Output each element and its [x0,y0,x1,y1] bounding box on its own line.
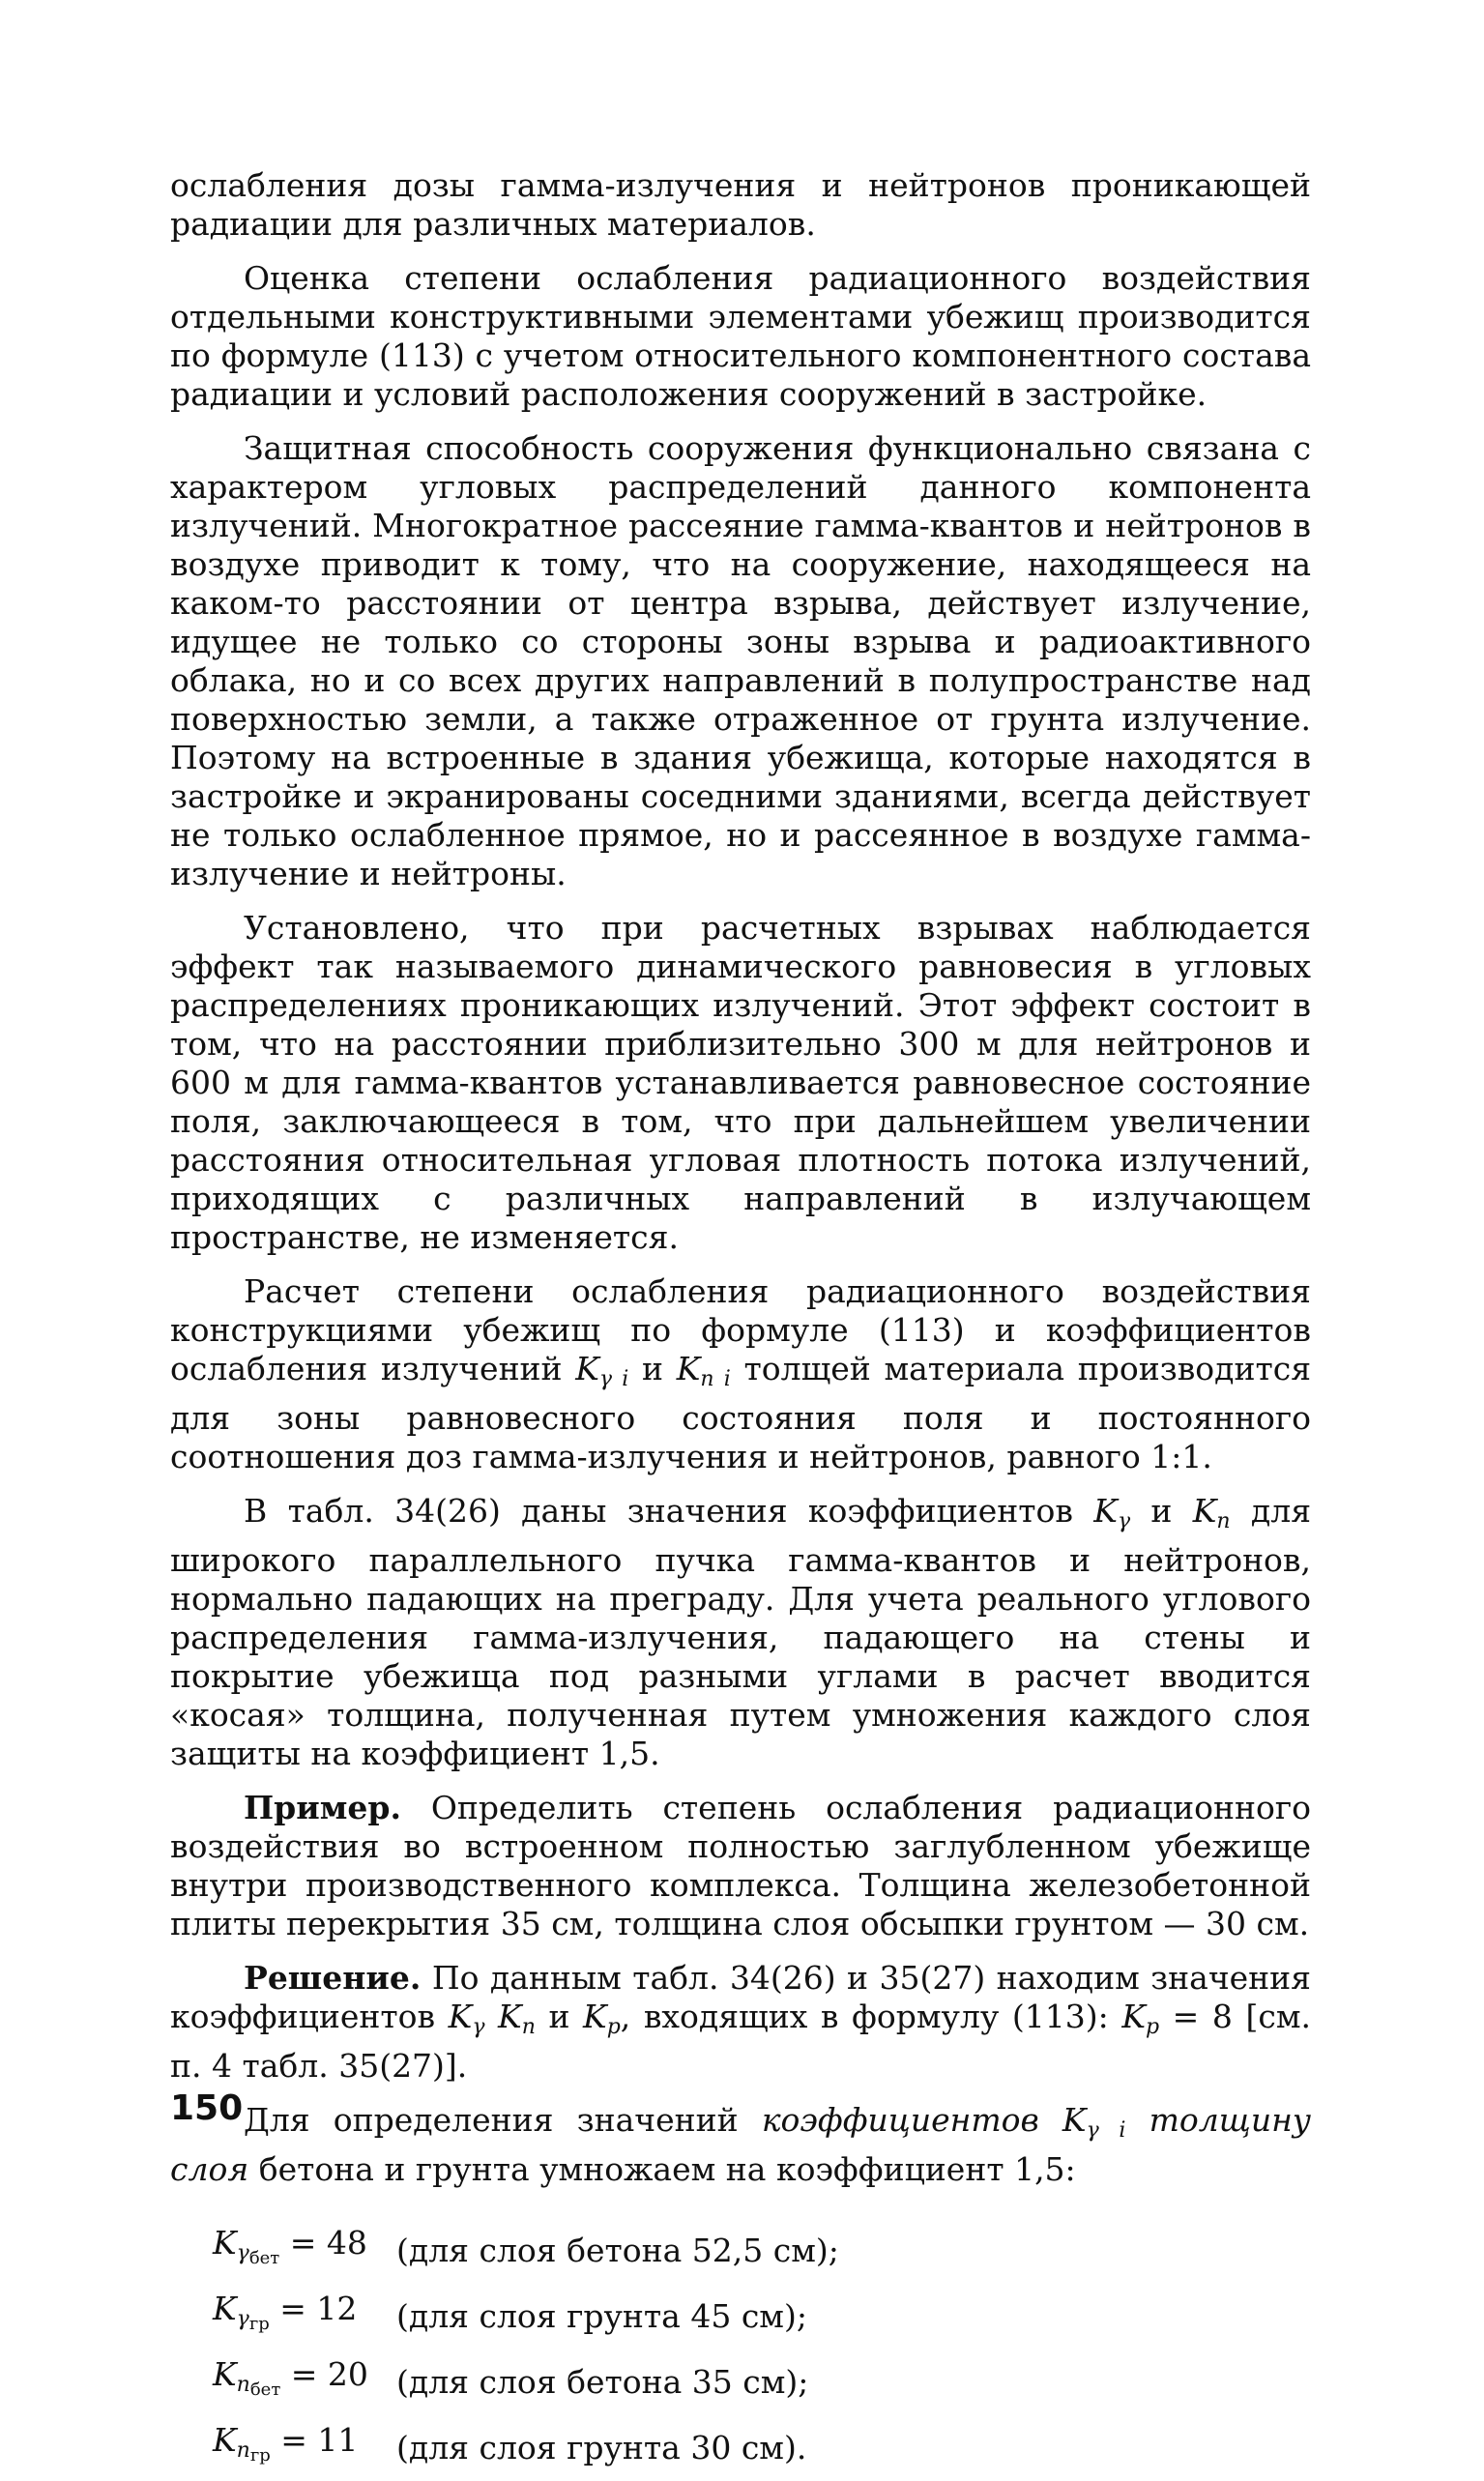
formula-row [213,2218,1311,2284]
paragraph-continuation: ослабления дозы гамма-излучения и нейтронов проникающей радиации для различных материалов. [170,166,1311,243]
paragraph-protective-capacity: Защитная способность сооружения функционально связана с характером угловых распределений данного компонента излучений. Многократное рассеяние гамма-квантов и нейтронов в воздухе приводит к тому, что на сооружение, находящееся на каком-то расстоянии от центра взрыва, действует излучение, идущее не только со стороны зоны взрыва и радиоактивного облака, но и со всех других направлений в полупространстве над поверхностью земли, а также отраженное от грунта излучение. Поэтому на встроенные в здания убежища, которые находятся в застройке и экранированы соседними зданиями, всегда действует не только ослабленное прямое, но и рассеянное в воздухе гамма-излучение и нейтроны. [170,429,1311,892]
table-text-a: В табл. 34(26) даны значения коэффициентов [244,1492,1073,1530]
table-text-b: для широкого параллельного пучка гамма-квантов и нейтронов, нормально падающих на преграду. Для учета реального углового распределения гамма-излучения, падающего на стены и покрытие убежища под разными углами в расчет вводится «косая» толщина, полученная путем умножения каждого слоя защиты на коэффициент 1,5. [170,1492,1312,1772]
coef-k-gamma: $K_\gamma$ [1093,1492,1131,1533]
example-label: Пример. [244,1789,401,1826]
table-and: и [1150,1492,1173,1530]
solution-label: Решение. [244,1959,422,1997]
solution-k-gamma: $K_\gamma$ [448,1998,485,2039]
formula-row [213,2350,1311,2415]
paragraph-table-values [170,1492,1311,1773]
determination-text-d: бетона и грунта умножаем на коэффициент 1,5: [258,2150,1076,2188]
solution-text-a: По данным табл. 34(26) и 35(27) находим значения коэффициентов [170,1959,1311,2035]
formula-symbol: $K_{\gamma бет} = 48$ [213,2224,367,2268]
solution-text-c: = 8 [см. п. 4 табл. 35(27)]. [170,1998,1311,2085]
paragraph-solution [170,1959,1311,2086]
calc-text-a: Расчет степени ослабления радиационного воздействия конструкциями убежищ по формуле (113) и коэффициентов ослабления излучений [170,1272,1311,1387]
determination-text-c: толщину слоя [170,2101,1311,2188]
formula-symbol: $K_{\gamma гр} = 12$ [213,2290,358,2334]
paragraph-determination [170,2101,1311,2189]
page-body [170,166,1311,2481]
calc-text-b: толщей материала производится для зоны равновесного состояния поля и постоянного соотношения доз гамма-излучения и нейтронов, равного 1:1. [170,1350,1312,1475]
formula-description: (для слоя грунта 45 см); [396,2297,807,2335]
paragraph-example [170,1789,1311,1943]
solution-text-b: , входящих в формулу (113): [620,1998,1109,2035]
formula-row [213,2284,1311,2350]
formula-row [213,2415,1311,2481]
determination-text-b: коэффициентов [761,2101,1039,2139]
example-text: Определить степень ослабления радиационного воздействия во встроенном полностью заглубленном убежище внутри производственного комплекса. Толщина железобетонной плиты перекрытия 35 см, толщина слоя обсыпки грунтом — 30 см. [170,1789,1311,1942]
solution-k-p: $K_p$ [583,1998,621,2039]
formula-description: (для слоя бетона 35 см); [396,2363,809,2401]
calc-and: и [642,1350,664,1387]
paragraph-equilibrium: Установлено, что при расчетных взрывах наблюдается эффект так называемого динамического равновесия в угловых распределениях проникающих излучений. Этот эффект состоит в том, что на расстоянии приблизительно 300 м для нейтронов и 600 м для гамма-квантов устанавливается равновесное состояние поля, заключающееся в том, что при дальнейшем увеличении расстояния относительная угловая плотность потока излучений, приходящих с различных направлений в излучающем пространстве, не изменяется. [170,909,1311,1256]
paragraph-assessment: Оценка степени ослабления радиационного воздействия отдельными конструктивными элементами убежищ производится по формуле (113) с учетом относительного компонентного состава радиации и условий расположения сооружений в застройке. [170,259,1311,413]
determination-k: $K_{\gamma i}$ [1062,2101,1126,2143]
formula-symbol: $K_{nбет} = 20$ [213,2355,368,2400]
solution-k-p-value: $K_p$ [1121,1998,1160,2039]
coef-k-n: $K_n$ [1192,1492,1231,1533]
determination-text-a: Для определения значений [244,2101,739,2139]
coef-k-n-i: $K_{n i}$ [676,1350,731,1391]
solution-k-n: $K_n$ [498,1998,536,2039]
formula-symbol: $K_{nгр} = 11$ [213,2421,359,2466]
formula-list [213,2218,1311,2481]
solution-and: и [548,1998,570,2035]
coef-k-gamma-i: $K_{\gamma i}$ [575,1350,629,1391]
page-number: 150 [170,2088,244,2128]
paragraph-calculation [170,1272,1311,1476]
formula-description: (для слоя бетона 52,5 см); [396,2232,839,2269]
formula-description: (для слоя грунта 30 см). [396,2429,807,2466]
